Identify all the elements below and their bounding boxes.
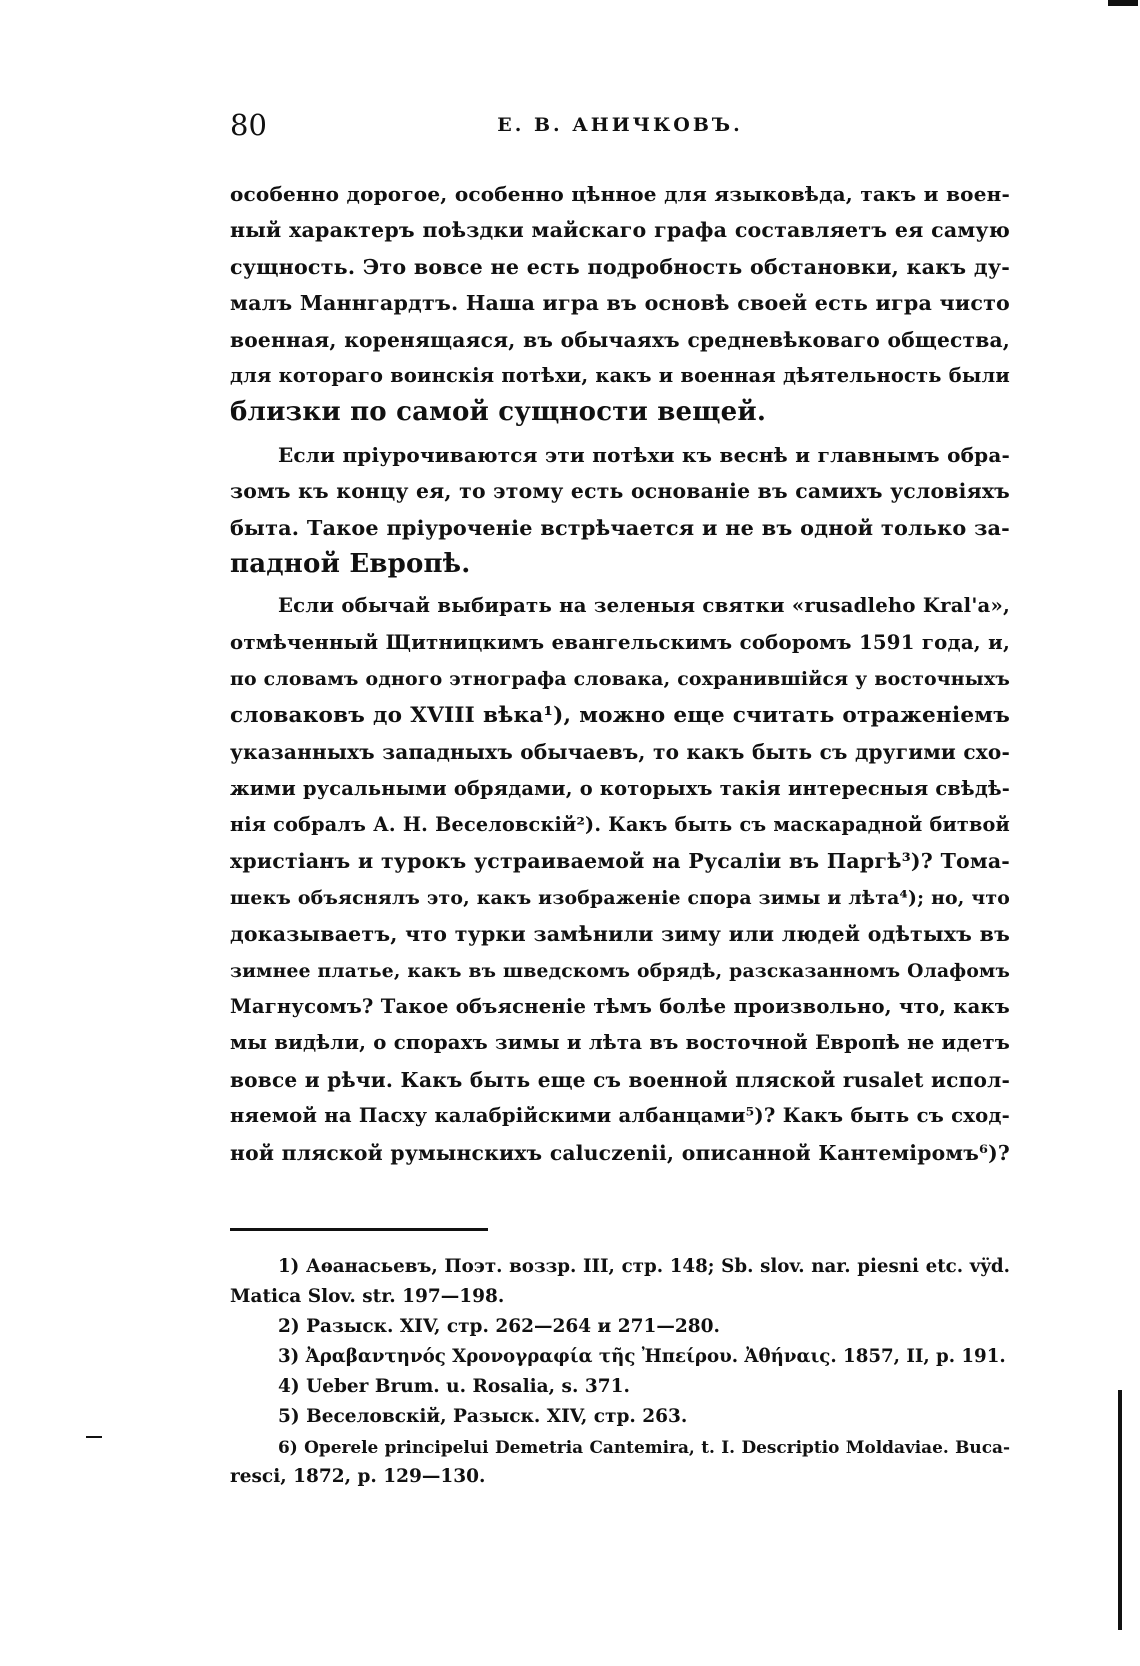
text-line: падной Европѣ. <box>230 549 471 580</box>
text-line: для котораго воинскія потѣхи, какъ и военная дѣятельность были <box>230 364 1010 388</box>
text-line: няемой на Пасху калабрійскими албанцами⁵)? Какъ быть съ сход- <box>230 1104 1010 1128</box>
text-line: христіанъ и турокъ устраиваемой на Русаліи въ Паргѣ³)? Тома- <box>230 849 1010 874</box>
text-line: по словамъ одного этнографа словака, сохранившійся у восточныхъ <box>230 668 1010 691</box>
text-line: указанныхъ западныхъ обычаевъ, то какъ быть съ другими схо- <box>230 740 1010 765</box>
text-line: ной пляской румынскихъ caluczenii, описанной Кантеміромъ⁶)? <box>230 1140 1010 1165</box>
footnote-2 <box>230 1312 1010 1342</box>
text-line: шекъ объяснялъ это, какъ изображеніе спора зимы и лѣта⁴); но, что <box>230 886 1010 909</box>
footnote-line: 6) Operele principelui Demetria Cantemira, t. I. Descriptio Moldaviae. Buca- <box>278 1437 1010 1457</box>
text-line: Если обычай выбирать на зеленыя святки «rusadleho Kral'a», <box>278 594 1010 618</box>
text-line: близки по самой сущности вещей. <box>230 397 767 428</box>
text-line: Если пріурочиваются эти потѣхи къ веснѣ и главнымъ обра- <box>278 442 1010 467</box>
text-line: быта. Такое пріуроченіе встрѣчается и не въ одной только за- <box>230 514 1010 540</box>
footnote-1 <box>230 1252 1010 1312</box>
footnotes <box>230 1252 1010 1492</box>
text-line: доказываетъ, что турки замѣнили зиму или людей одѣтыхъ въ <box>230 922 1010 947</box>
text-line: военная, коренящаяся, въ обычаяхъ средневѣковаго общества, <box>230 327 1010 352</box>
text-line: зомъ къ концу ея, то этому есть основаніе въ самихъ условіяхъ <box>230 479 1010 504</box>
text-line: отмѣченный Щитницкимъ евангельскимъ соборомъ 1591 года, и, <box>230 630 1010 654</box>
text-line: нія собралъ А. Н. Веселовскій²). Какъ быть съ маскарадной битвой <box>230 812 1010 836</box>
text-line: мы видѣли, о спорахъ зимы и лѣта въ восточной Европѣ не идетъ <box>230 1031 1010 1055</box>
text-line: ный характеръ поѣздки майскаго графа составляетъ ея самую <box>230 218 1010 243</box>
footnote-line: 3) Ἀραβαντηνός Χρονογραφία τῆς Ἠπείρου. Ἀθήναις. 1857, II, p. 191. <box>278 1346 1006 1367</box>
text-line: вовсе и рѣчи. Какъ быть еще съ военной пляской rusalet испол- <box>230 1067 1010 1092</box>
footnote-line: rescі, 1872, p. 129—130. <box>230 1466 486 1487</box>
text-line: сущность. Это вовсе не есть подробность обстановки, какъ ду- <box>230 254 1010 279</box>
footnote-5 <box>230 1402 1010 1432</box>
footnote-4 <box>230 1372 1010 1402</box>
text-line: словаковъ до XVIII вѣка¹), можно еще считать отраженіемъ <box>230 702 1010 728</box>
page-number: 80 <box>230 108 267 142</box>
footnote-divider <box>230 1228 488 1231</box>
footnote-line: 2) Разыск. XIV, стр. 262—264 и 271—280. <box>278 1316 720 1337</box>
text-line: жими русальными обрядами, о которыхъ такія интересныя свѣдѣ- <box>230 776 1010 800</box>
text-line: особенно дорогое, особенно цѣнное для языковѣда, такъ и воен- <box>230 182 1010 206</box>
text-line: малъ Маннгардтъ. Наша игра въ основѣ своей есть игра чисто <box>230 291 1010 316</box>
footnote-6 <box>230 1432 1010 1492</box>
page-header <box>230 108 1010 148</box>
body-text <box>230 176 1010 1171</box>
footnote-line: Matica Slov. str. 197—198. <box>230 1286 505 1307</box>
footnote-line: 5) Веселовскій, Разыск. XIV, стр. 263. <box>278 1406 688 1427</box>
footnote-3 <box>230 1342 1010 1372</box>
scan-edge-mark-left <box>86 1436 102 1438</box>
footnote-line: 1) Аѳанасьевъ, Поэт. воззр. III, стр. 148; Sb. slov. nar. piesni etc. vÿd. <box>278 1256 1010 1277</box>
scan-edge-mark-top <box>1108 0 1138 6</box>
paragraph-2 <box>230 437 1010 583</box>
footnote-line: 4) Ueber Brum. u. Rosalia, s. 371. <box>278 1376 630 1397</box>
paragraph-1 <box>230 176 1010 431</box>
running-title: Е. В. АНИЧКОВЪ. <box>497 114 743 136</box>
text-line: зимнее платье, какъ въ шведскомъ обрядѣ, разсказанномъ Олафомъ <box>230 959 1010 982</box>
scan-edge-mark-right <box>1118 1390 1122 1630</box>
text-line: Магнусомъ? Такое объясненіе тѣмъ болѣе произвольно, что, какъ <box>230 994 1010 1018</box>
paragraph-3 <box>230 588 1010 1171</box>
